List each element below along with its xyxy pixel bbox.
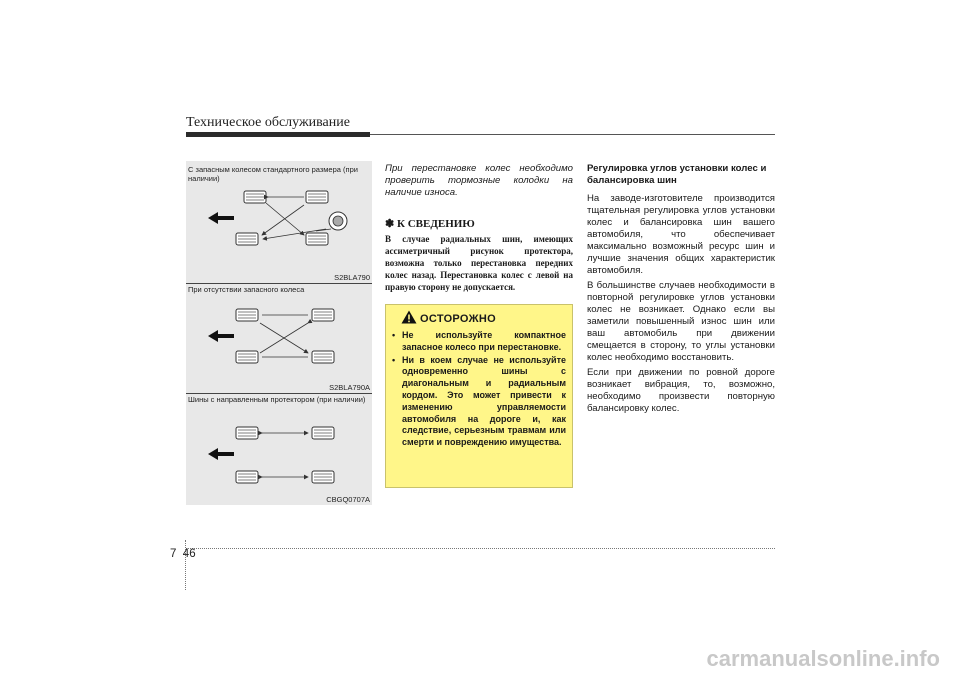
inspection-note: При перестановке колес необходимо проверить тормозные колодки на наличие износа. bbox=[385, 163, 573, 198]
panel-caption-1: С запасным колесом стандартного размера (при наличии) bbox=[188, 165, 358, 183]
watermark: carmanualsonline.info bbox=[706, 646, 940, 671]
header-bar bbox=[186, 132, 370, 137]
header-rule bbox=[370, 134, 775, 135]
warning-item-2: • Ни в коем случае не используйте одновременно шины с диагональным и радиальным кордом. Это может привести к изменению управляемости автомобиля на дороге и, как следствие, серьезным травмам или смерти и повреждению имущества. bbox=[392, 355, 566, 449]
direction-arrow-3 bbox=[208, 448, 234, 460]
warning-list bbox=[392, 330, 566, 450]
right-column bbox=[587, 163, 775, 415]
info-heading bbox=[385, 217, 573, 230]
rotation-diagram-graphic bbox=[186, 161, 372, 505]
warning-triangle-icon bbox=[401, 310, 417, 324]
panel-code-2: S2BLA790A bbox=[329, 383, 370, 392]
tire-front-right-3 bbox=[312, 427, 334, 439]
warning-title: ОСТОРОЖНО bbox=[420, 313, 496, 325]
page-number-value: 46 bbox=[182, 548, 196, 560]
info-body: В случае радиальных шин, имеющих ассиметричный рисунок протектора, возможна только перестановка передних колес назад. Перестановка колес с левой на правую сторону не допускается. bbox=[385, 234, 573, 292]
tire-rear-left-3 bbox=[236, 471, 258, 483]
panel-code-3: CBGQ0707A bbox=[326, 495, 370, 504]
tire-rear-right bbox=[306, 233, 328, 245]
warning-box bbox=[385, 304, 573, 488]
panel-caption-3: Шины с направленным протектором (при наличии) bbox=[188, 395, 366, 404]
tire-front-right-2 bbox=[312, 309, 334, 321]
info-heading-text: К СВЕДЕНИЮ bbox=[396, 218, 475, 230]
panel-caption-2: При отсутствии запасного колеса bbox=[188, 285, 305, 294]
page-number bbox=[170, 548, 196, 560]
tire-front-left-2 bbox=[236, 309, 258, 321]
paragraph-2: В большинстве случаев необходимости в повторной регулировке углов установки колес не возникает. Однако если вы заметили повышенный износ шин или ваш автомобиль при движении смещается в сторону, то углы установки колес необходимо восстановить. bbox=[587, 280, 775, 363]
tire-rear-left bbox=[236, 233, 258, 245]
panel-code-1: S2BLA790 bbox=[334, 273, 370, 282]
direction-arrow-2 bbox=[208, 330, 234, 342]
tire-rear-left-2 bbox=[236, 351, 258, 363]
warning-item-1: • Не используйте компактное запасное колесо при перестановке. bbox=[392, 330, 566, 354]
tire-front-left-3 bbox=[236, 427, 258, 439]
tire-front-left bbox=[244, 191, 266, 203]
paragraph-3: Если при движении по ровной дороге возникает вибрация, то, возможно, необходимо произвести повторную балансировку колес. bbox=[587, 367, 775, 414]
chapter-number: 7 bbox=[170, 548, 177, 560]
footer-rule bbox=[186, 548, 775, 549]
tire-rotation-diagram bbox=[186, 161, 372, 505]
tire-rear-right-3 bbox=[312, 471, 334, 483]
section-heading: Регулировка углов установки колес и балансировка шин bbox=[587, 163, 767, 186]
direction-arrow-1 bbox=[208, 212, 234, 224]
middle-column bbox=[385, 163, 573, 293]
paragraph-1: На заводе-изготовителе производится тщательная регулировка углов установки колес и балансировка шин вашего автомобиля, что обеспечивает максимально возможный ресурс шин и лучшие значения общих характеристик автомобиля. bbox=[587, 193, 775, 276]
header-title: Техническое обслуживание bbox=[186, 115, 350, 130]
tire-front-right bbox=[306, 191, 328, 203]
tire-rear-right-2 bbox=[312, 351, 334, 363]
info-icon: ✽ bbox=[385, 218, 395, 230]
